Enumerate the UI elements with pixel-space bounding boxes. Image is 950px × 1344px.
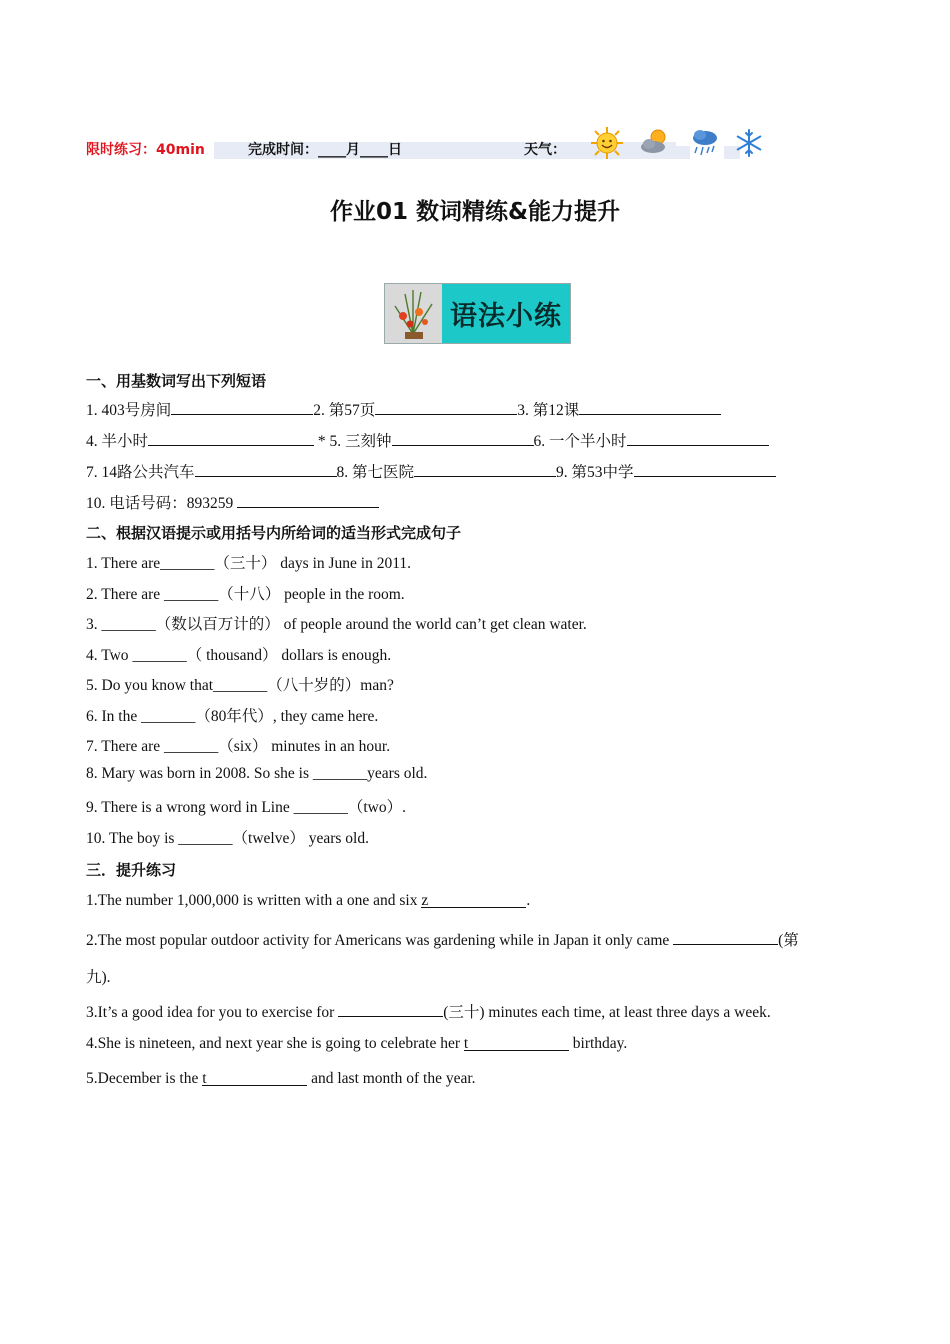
answer-blank[interactable]: _______: [213, 677, 268, 694]
sentence-text: 3.: [86, 616, 102, 633]
answer-blank[interactable]: _______: [178, 829, 233, 847]
phrase-row: [86, 429, 769, 451]
weather-label: 天气：: [524, 142, 566, 158]
practice-text: 4.She is nineteen, and next year she is going to celebrate her: [86, 1035, 464, 1052]
phrase-prompt: 3. 第12课: [517, 402, 580, 419]
sentence-text: 4. Two: [86, 646, 133, 664]
sentence-item: [86, 551, 411, 573]
answer-blank[interactable]: [148, 431, 314, 446]
grammar-practice-banner: [384, 283, 571, 344]
phrase-prompt: 1. 403号房间: [86, 402, 172, 419]
snowflake-icon: [732, 126, 766, 160]
sun-icon: [590, 126, 624, 160]
sentence-hint: （数以百万计的） of people around the world can’t get clean water.: [155, 616, 587, 633]
answer-blank[interactable]: _______: [132, 646, 187, 664]
answer-blank[interactable]: _______: [164, 738, 219, 755]
phrase-row: [86, 491, 379, 513]
practice-text: 2.The most popular outdoor activity for Americans was gardening while in Japan it only came: [86, 932, 674, 949]
sentence-item: [86, 612, 587, 634]
answer-blank[interactable]: [392, 431, 534, 446]
phrase-row: [86, 460, 776, 482]
header-bar: [86, 126, 776, 162]
phrase-prompt: 4. 半小时: [86, 433, 149, 450]
worksheet-title: 作业01 数词精练&能力提升: [329, 199, 621, 225]
section3-heading: 三．提升练习: [86, 861, 177, 879]
sentence-text: 6. In the: [86, 707, 142, 725]
answer-blank[interactable]: [237, 493, 379, 508]
answer-blank[interactable]: [414, 462, 556, 477]
flower-illustration: [385, 284, 442, 343]
practice-item: [86, 928, 799, 950]
practice-item: [86, 892, 530, 910]
answer-blank[interactable]: [195, 462, 337, 477]
sentence-text: 10. The boy is: [86, 829, 179, 847]
practice-item: [86, 1070, 476, 1088]
sentence-hint: （八十岁的）man?: [267, 677, 394, 694]
sentence-item: [86, 582, 405, 604]
sentence-text: 9. There is a wrong word in Line: [86, 799, 294, 816]
practice-text: (第: [778, 932, 799, 949]
sentence-hint: （十八） people in the room.: [218, 585, 405, 603]
banner-label: 语法小练: [442, 284, 570, 343]
sentence-item: [86, 765, 427, 783]
sentence-item: [86, 734, 390, 756]
section2-heading: 二、根据汉语提示或用括号内所给词的适当形式完成句子: [86, 524, 462, 542]
practice-item: [86, 965, 111, 987]
answer-blank[interactable]: _______: [160, 555, 215, 572]
sentence-hint: （ thousand） dollars is enough.: [186, 646, 392, 664]
phrase-prompt: 7. 14路公共汽车: [86, 464, 195, 481]
practice-text: .: [526, 892, 531, 909]
answer-blank[interactable]: _______: [312, 764, 368, 782]
answer-blank[interactable]: z: [421, 892, 526, 908]
answer-blank[interactable]: _______: [101, 616, 156, 633]
practice-text: birthday.: [568, 1035, 628, 1052]
phrase-row: [86, 398, 721, 420]
phrase-prompt: 2. 第57页: [313, 402, 376, 419]
practice-item: [86, 1035, 627, 1053]
phrase-prompt: 8. 第七医院: [336, 464, 415, 481]
practice-text: and last month of the year.: [307, 1070, 476, 1087]
practice-text: 1.The number 1,000,000 is written with a one and six: [86, 892, 422, 909]
sentence-text: 1. There are: [86, 555, 161, 572]
phrase-prompt: 9. 第53中学: [556, 464, 634, 481]
answer-blank[interactable]: [171, 400, 313, 415]
sentence-text: 5. Do you know that: [86, 677, 214, 694]
sentence-text: 8. Mary was born in 2008. So she is: [86, 764, 313, 782]
practice-text: 3.It’s a good idea for you to exercise for: [86, 1004, 339, 1021]
section1-heading: 一、用基数词写出下列短语: [86, 372, 267, 390]
sentence-text: 2. There are: [86, 585, 165, 603]
sentence-item: [86, 643, 391, 665]
sentence-hint: years old.: [367, 764, 428, 782]
practice-text: 九).: [86, 969, 111, 986]
sentence-item: [86, 795, 406, 817]
practice-text: (三十) minutes each time, at least three days a week.: [443, 1004, 771, 1021]
answer-blank[interactable]: [673, 929, 778, 945]
phrase-prompt: 6. 一个半小时: [533, 433, 627, 450]
phrase-prompt: * 5. 三刻钟: [314, 433, 392, 450]
sentence-hint: （twelve） years old.: [232, 829, 369, 847]
answer-blank[interactable]: [579, 400, 721, 415]
partly-cloudy-icon: [638, 126, 672, 160]
rain-cloud-icon: [688, 126, 722, 160]
time-limit-label: 限时练习：40min: [86, 142, 205, 158]
sentence-text: 7. There are: [86, 738, 165, 755]
answer-blank[interactable]: _______: [293, 799, 348, 816]
sentence-item: [86, 826, 369, 848]
answer-blank[interactable]: [634, 462, 776, 477]
sentence-item: [86, 673, 394, 695]
answer-blank[interactable]: [338, 1001, 443, 1017]
answer-blank[interactable]: _______: [164, 585, 219, 603]
answer-blank[interactable]: t: [202, 1070, 307, 1086]
answer-blank[interactable]: [627, 431, 769, 446]
sentence-hint: （two）.: [347, 799, 407, 816]
answer-blank[interactable]: t: [464, 1035, 569, 1051]
phrase-prompt: 10. 电话号码：893259: [86, 495, 238, 512]
answer-blank[interactable]: _______: [141, 707, 196, 725]
answer-blank[interactable]: [375, 400, 517, 415]
sentence-hint: （six） minutes in an hour.: [218, 738, 391, 755]
practice-text: 5.December is the: [86, 1070, 203, 1087]
sentence-item: [86, 704, 378, 726]
finish-time-label: 完成时间：____月____日: [248, 142, 402, 158]
sentence-hint: （三十） days in June in 2011.: [214, 555, 412, 572]
sentence-hint: （80年代）, they came here.: [195, 707, 379, 725]
practice-item: [86, 1000, 771, 1022]
